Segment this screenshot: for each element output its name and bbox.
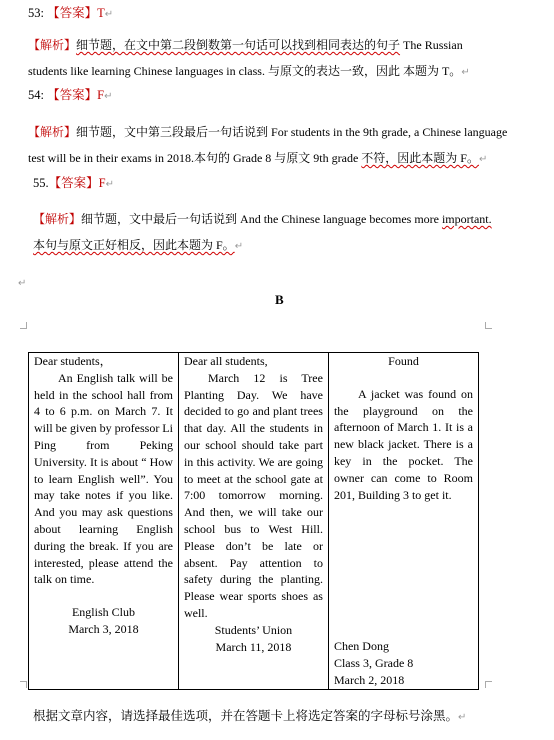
notice3-class: Class 3, Grade 8 — [333, 656, 414, 671]
q54-answer: 54: 【答案】F↵ — [28, 88, 113, 102]
q53-answer: 53: 【答案】T↵ — [28, 6, 114, 20]
analysis55-label: 【解析】 — [33, 212, 82, 226]
notice2-signature: Students’ Union — [214, 622, 293, 637]
notice-tree-planting — [178, 353, 328, 690]
q55-number: 55. — [33, 176, 49, 190]
analysis53-text-cn: 细节题，在文中第二段倒数第一句话可以找到相同表达的句子 — [76, 38, 401, 52]
notice1-signature: English Club — [71, 605, 135, 620]
notice3-title: Found — [388, 354, 419, 368]
corner-mark — [485, 681, 492, 688]
notice3-body: A jacket was found on the playground on the afternoon of March 1. It is a new black jacket. There is a key in the pocket. The owner can come to Room 201, Building 3 to get it. — [333, 386, 473, 502]
notices-table — [28, 352, 479, 690]
corner-mark — [485, 322, 492, 329]
section-title: B — [275, 292, 284, 307]
corner-mark — [20, 681, 27, 688]
analysis54-line1 — [28, 124, 507, 140]
q54-answer-value: F — [97, 88, 105, 102]
analysis54-label: 【解析】 — [28, 125, 77, 139]
analysis53-line2: students like learning Chinese languages in class. 与原文的表达一致，因此 本题为 T。↵ — [28, 64, 470, 78]
analysis54-text-cn: 细节题，文中第三段最后一句话说到 — [76, 125, 269, 139]
q54-number: 54: — [28, 88, 44, 102]
analysis55-line2: 本句与原文正好相反，因此本题为 F。↵ — [33, 238, 244, 252]
instruction: 根据文章内容，请选择最佳选项，并在答题卡上将选定答案的字母标号涂黑。↵ — [33, 709, 467, 723]
analysis54-line2-cn: 本句的 Grade 8 与原文 9th grade — [193, 151, 359, 165]
q55-answer-value: F — [98, 176, 106, 190]
analysis55-line2: 本句与原文正好相反，因此本题为 F。 — [33, 238, 235, 252]
analysis54-text-en: For students in the 9th grade, a Chinese language — [271, 125, 508, 139]
notice-english-talk — [29, 353, 179, 690]
notice3-date: March 2, 2018 — [333, 672, 405, 687]
corner-mark — [20, 322, 27, 329]
notice3-signature: Chen Dong — [333, 639, 389, 654]
q55-answer: 55.【答案】F↵ — [33, 176, 114, 190]
q53-answer-value: T — [97, 6, 105, 20]
q53-answer-label: 【答案】 — [47, 6, 98, 20]
notice2-body: March 12 is Tree Planting Day. We have decided to go and plant trees that day. All the students in our school should take part in this activity. We are going to meet at the school gate at 7:00 tomorrow morning. And then, we will take our school bus to West Hill. Please don’t be late or absent. Pay attention to safety during the planting. Please wear sports shoes as well. — [183, 370, 323, 620]
analysis53-text-en: The Russian — [403, 38, 463, 52]
q55-answer-label: 【答案】 — [48, 176, 99, 190]
instruction-text: 根据文章内容，请选择最佳选项，并在答题卡上将选定答案的字母标号涂黑。 — [33, 709, 459, 723]
analysis55-text-end: important. — [441, 212, 492, 226]
analysis53-line2-en: students like learning Chinese languages in class. — [28, 64, 265, 78]
notice1-body: An English talk will be held in the school hall from 4 to 6 p.m. on March 7. It will be given by professor Li Ping from Peking University. It is about “ How to learn English well”. You may take notes if you like. And you may ask questions about learning English during the break. If you are interested, please attend the talk on time. — [34, 370, 173, 587]
notice1-greeting: Dear students， — [34, 354, 112, 368]
analysis53-label: 【解析】 — [28, 38, 77, 52]
analysis55-text-en: And the Chinese language becomes more — [240, 212, 439, 226]
paragraph-mark: ↵ — [18, 278, 27, 289]
q54-answer-label: 【答案】 — [47, 88, 98, 102]
notice2-greeting: Dear all students, — [183, 354, 268, 368]
analysis55-line1 — [33, 211, 492, 227]
analysis53-line2-end: 本题为 T。 — [402, 64, 462, 78]
notice-found — [328, 353, 478, 690]
analysis54-line2-end: 不符，因此本题为 F。 — [361, 151, 479, 165]
analysis55-text-cn: 细节题，文中最后一句话说到 — [81, 212, 238, 226]
analysis54-line2-en: test will be in their exams in 2018. — [28, 151, 194, 165]
analysis54-line2: test will be in their exams in 2018.本句的 Grade 8 与原文 9th grade 不符，因此本题为 F。↵ — [28, 151, 488, 165]
notice2-date: March 11, 2018 — [215, 639, 292, 654]
q53-number: 53: — [28, 6, 44, 20]
notice1-date: March 3, 2018 — [68, 621, 139, 636]
analysis53-line2-cn: 与原文的表达一致，因此 — [267, 64, 400, 78]
analysis53-line1 — [28, 37, 463, 53]
